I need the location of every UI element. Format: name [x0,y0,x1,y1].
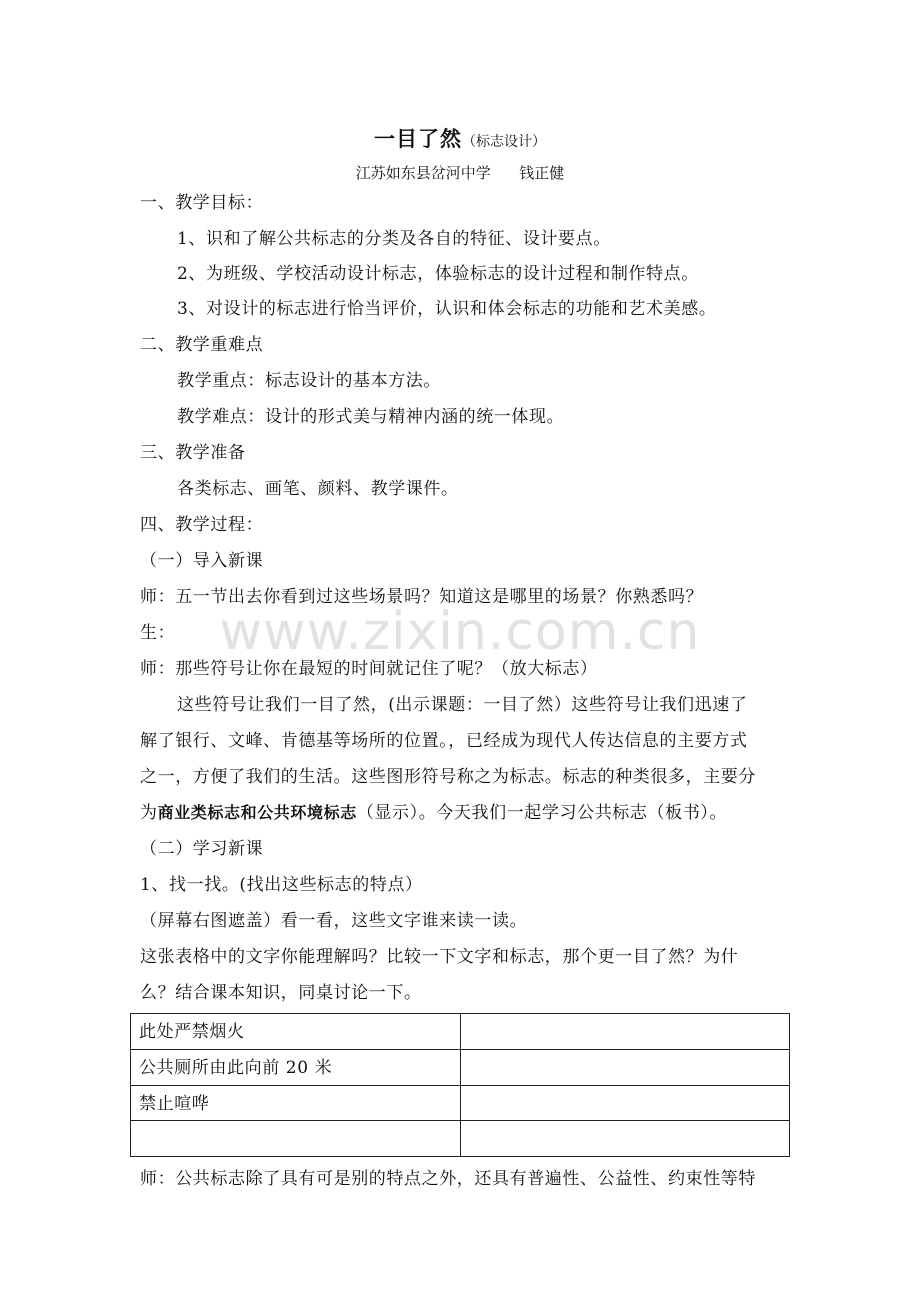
closing-line: 师：公共标志除了具有可是别的特点之外，还具有普遍性、公益性、约束性等特 [140,1169,756,1189]
table-cell [460,1014,790,1050]
goal-item-2: 2、为班级、学校活动设计标志，体验标志的设计过程和制作特点。 [177,264,699,284]
table-cell [460,1121,790,1157]
paragraph-line-4 [140,798,727,823]
table-cell: 公共厕所由此向前 20 米 [131,1049,461,1085]
watermark: www.zixin.com.cn [219,602,701,662]
teacher-question-1: 师：五一节出去你看到过这些场景吗？知道这是哪里的场景？你熟悉吗？ [140,587,704,607]
table-cell: 禁止喧哗 [131,1085,461,1121]
difficult-point: 教学难点：设计的形式美与精神内涵的统一体现。 [177,407,565,427]
question-line-2: 么？结合课本知识，同桌讨论一下。 [140,983,422,1003]
table-cell: 此处严禁烟火 [131,1014,461,1050]
part2-heading: （二）学习新课 [140,839,264,859]
part1-heading: （一）导入新课 [140,551,264,571]
paragraph-line-1: 这些符号让我们一目了然，(出示课题：一目了然）这些符号让我们迅速了 [177,695,748,715]
document-title: 一目了然 [374,127,462,151]
question-line-1: 这张表格中的文字你能理解吗？比较一下文字和标志，那个更一目了然？为什 [140,947,739,967]
table-cell [460,1049,790,1085]
teacher-question-2: 师：那些符号让你在最短的时间就记住了呢？（放大标志） [140,659,598,679]
author-line: 江苏如东县岔河中学 钱正健 [355,164,565,182]
student-response: 生： [140,623,176,643]
paragraph-line-3: 之一，方便了我们的生活。这些图形符号称之为标志。标志的种类很多，主要分 [140,767,756,787]
section-heading-process: 四、教学过程： [140,515,264,535]
key-point: 教学重点：标志设计的基本方法。 [177,371,441,391]
paragraph-line-4-start: 为 [140,803,158,823]
table-row [131,1085,790,1121]
paragraph-bold-phrase: 商业类标志和公共环境标志 [157,803,357,822]
table-row [131,1121,790,1157]
table-row [131,1049,790,1085]
preparation-materials: 各类标志、画笔、颜料、教学课件。 [177,479,459,499]
find-heading: 1、找一找。(找出这些标志的特点） [140,875,423,895]
document-subtitle: （标志设计） [462,134,546,150]
paragraph-line-2: 解了银行、文峰、肯德基等场所的位置。，已经成为现代人传达信息的主要方式 [140,731,748,751]
paragraph-line-4-end: （显示）。今天我们一起学习公共标志（板书）。 [356,803,728,823]
section-heading-preparation: 三、教学准备 [140,443,246,463]
goal-item-1: 1、识和了解公共标志的分类及各自的特征、设计要点。 [177,229,611,249]
table-row [131,1014,790,1050]
table-cell [131,1121,461,1157]
table-cell [460,1085,790,1121]
sign-text-table [130,1013,790,1157]
section-heading-key-points: 二、教学重难点 [140,335,264,355]
screen-note: （屏幕右图遮盖）看一看，这些文字谁来读一读。 [140,911,528,931]
goal-item-3: 3、对设计的标志进行恰当评价，认识和体会标志的功能和艺术美感。 [177,299,717,319]
section-heading-goals: 一、教学目标： [140,193,264,213]
title-block [0,123,920,153]
